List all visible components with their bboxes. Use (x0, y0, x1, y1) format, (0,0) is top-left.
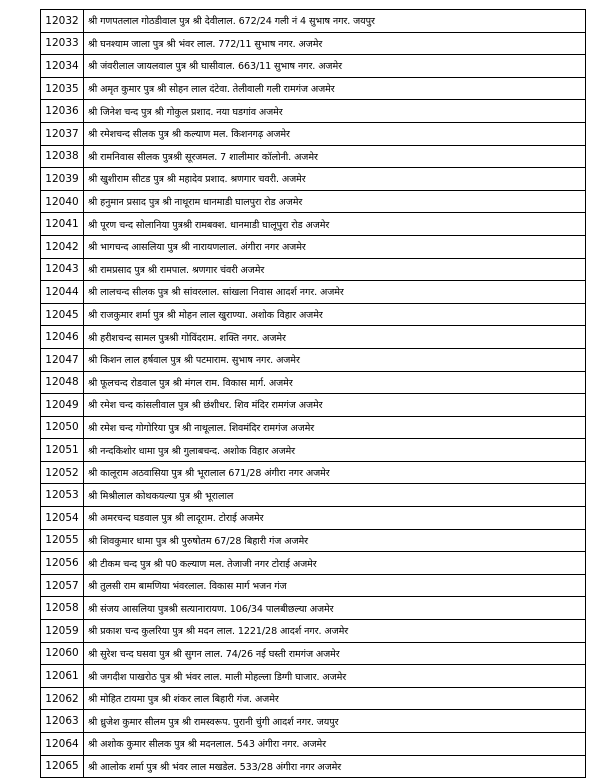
serial-number: 12065 (41, 755, 84, 778)
serial-number: 12047 (41, 348, 84, 371)
serial-number: 12061 (41, 665, 84, 688)
serial-number: 12045 (41, 303, 84, 326)
entry-text: श्री अशोक कुमार सीलक पुत्र श्री मदनलाल. 543 अंगीरा नगर. अजमेर (84, 733, 586, 756)
table-row (41, 484, 586, 507)
serial-number: 12055 (41, 529, 84, 552)
serial-number: 12049 (41, 394, 84, 417)
entry-text: श्री कालूराम अठवासिया पुत्र श्री भूरालाल 671/28 अंगीरा नगर अजमेर (84, 461, 586, 484)
entry-text: श्री मोहित टायमा पुत्र श्री शंकर लाल बिहारी गंज. अजमेर (84, 687, 586, 710)
entry-text: श्री भागचन्द आसलिया पुत्र श्री नारायणलाल. अंगीरा नगर अजमेर (84, 235, 586, 258)
table-row (41, 755, 586, 778)
entry-text: श्री गणपतलाल गोठडीवाल पुत्र श्री देवीलाल. 672/24 गली नं 4 सुभाष नगर. जयपुर (84, 10, 586, 33)
table-row (41, 303, 586, 326)
table-row (41, 326, 586, 349)
table-row (41, 461, 586, 484)
serial-number: 12048 (41, 371, 84, 394)
entry-text: श्री रमेश चन्द कांसलीवाल पुत्र श्री छंशीधर. शिव मंदिर रामगंज अजमेर (84, 394, 586, 417)
entry-text: श्री रामप्रसाद पुत्र श्री रामपाल. श्रणगार चंवरी अजमेर (84, 258, 586, 281)
serial-number: 12056 (41, 552, 84, 575)
table-row (41, 665, 586, 688)
serial-number: 12041 (41, 213, 84, 236)
entry-text: श्री किशन लाल हर्षवाल पुत्र श्री पटमाराम. सुभाष नगर. अजमेर (84, 348, 586, 371)
entry-text: श्री संजय आसलिया पुत्रश्री सत्यानारायण. 106/34 पालबीछल्या अजमेर (84, 597, 586, 620)
entry-text: श्री हनुमान प्रसाद पुत्र श्री नाथूराम धानमाडी घालपुरा रोड अजमेर (84, 190, 586, 213)
entry-text: श्री तुलसी राम बामणिया भंवरलाल. विकास मार्ग भजन गंज (84, 574, 586, 597)
serial-number: 12033 (41, 32, 84, 55)
serial-number: 12046 (41, 326, 84, 349)
table-row (41, 710, 586, 733)
serial-number: 12057 (41, 574, 84, 597)
register-table (40, 9, 586, 778)
entry-text: श्री जंवरीलाल जायलवाल पुत्र श्री घासीवाल. 663/11 सुभाष नगर. अजमेर (84, 55, 586, 78)
serial-number: 12050 (41, 416, 84, 439)
serial-number: 12064 (41, 733, 84, 756)
table-row (41, 55, 586, 78)
table-row (41, 10, 586, 33)
entry-text: श्री लालचन्द सीलक पुत्र श्री सांवरलाल. सांखला निवास आदर्श नगर. अजमेर (84, 281, 586, 304)
serial-number: 12058 (41, 597, 84, 620)
table-row (41, 100, 586, 123)
serial-number: 12044 (41, 281, 84, 304)
serial-number: 12034 (41, 55, 84, 78)
table-row (41, 687, 586, 710)
table-row (41, 552, 586, 575)
entry-text: श्री टीकम चन्द पुत्र श्री प0 कल्याण मल. तेजाजी नगर टोराई अजमेर (84, 552, 586, 575)
register-body (41, 10, 586, 778)
entry-text: श्री शिवकुमार धामा पुत्र श्री पुरुषोतम 67/28 बिहारी गंज अजमेर (84, 529, 586, 552)
serial-number: 12054 (41, 507, 84, 530)
serial-number: 12059 (41, 620, 84, 643)
entry-text: श्री हरीशचन्द सामल पुत्रश्री गोविंदराम. शक्ति नगर. अजमेर (84, 326, 586, 349)
table-row (41, 235, 586, 258)
entry-text: श्री खुशीराम सीटड पुत्र श्री महादेव प्रशाद. श्रणगार चवरी. अजमेर (84, 168, 586, 191)
table-row (41, 574, 586, 597)
serial-number: 12052 (41, 461, 84, 484)
serial-number: 12043 (41, 258, 84, 281)
serial-number: 12042 (41, 235, 84, 258)
table-row (41, 439, 586, 462)
table-row (41, 733, 586, 756)
serial-number: 12038 (41, 145, 84, 168)
table-row (41, 77, 586, 100)
entry-text: श्री रमेशचन्द सीलक पुत्र श्री कल्याण मल. किशनगढ़ अजमेर (84, 122, 586, 145)
entry-text: श्री रामनिवास सीलक पुत्रश्री सूरजमल. 7 शालीमार कॉलोनी. अजमेर (84, 145, 586, 168)
entry-text: श्री पूरण चन्द सोलानिया पुत्रश्री रामबक्श. धानमाडी घालूपुरा रोड अजमेर (84, 213, 586, 236)
serial-number: 12036 (41, 100, 84, 123)
table-row (41, 168, 586, 191)
table-row (41, 620, 586, 643)
entry-text: श्री मिश्रीलाल कोथकयल्या पुत्र श्री भूरालाल (84, 484, 586, 507)
entry-text: श्री प्रकाश चन्द कुलरिया पुत्र श्री मदन लाल. 1221/28 आदर्श नगर. अजमेर (84, 620, 586, 643)
table-row (41, 642, 586, 665)
entry-text: श्री फूलचन्द रोडवाल पुत्र श्री मंगल राम. विकास मार्ग. अजमेर (84, 371, 586, 394)
entry-text: श्री ध्रुजेश कुमार सीलम पुत्र श्री रामस्वरूप. पुरानी चुंगी आदर्श नगर. जयपुर (84, 710, 586, 733)
table-row (41, 258, 586, 281)
serial-number: 12037 (41, 122, 84, 145)
table-row (41, 416, 586, 439)
table-row (41, 145, 586, 168)
table-row (41, 213, 586, 236)
entry-text: श्री नन्दकिशोर धामा पुत्र श्री गुलाबचन्द. अशोक विहार अजमेर (84, 439, 586, 462)
table-row (41, 597, 586, 620)
serial-number: 12063 (41, 710, 84, 733)
table-row (41, 122, 586, 145)
entry-text: श्री रमेश चन्द गोगोरिया पुत्र श्री नाथूलाल. शिवमंदिर रामगंज अजमेर (84, 416, 586, 439)
serial-number: 12035 (41, 77, 84, 100)
table-row (41, 32, 586, 55)
entry-text: श्री अमृत कुमार पुत्र श्री सोहन लाल दंटेवा. तेलीवाली गली रामगंज अजमेर (84, 77, 586, 100)
table-row (41, 507, 586, 530)
entry-text: श्री जिनेश चन्द पुत्र श्री गोकुल प्रशाद. नया घडगांव अजमेर (84, 100, 586, 123)
table-row (41, 371, 586, 394)
serial-number: 12062 (41, 687, 84, 710)
entry-text: श्री आलोक शर्मा पुत्र श्री भंवर लाल मखडेल. 533/28 अंगीरा नगर अजमेर (84, 755, 586, 778)
serial-number: 12051 (41, 439, 84, 462)
entry-text: श्री घनश्याम जाला पुत्र श्री भंवर लाल. 772/11 सुभाष नगर. अजमेर (84, 32, 586, 55)
serial-number: 12032 (41, 10, 84, 33)
entry-text: श्री सुरेश चन्द घसवा पुत्र श्री सुगन लाल. 74/26 नई घस्ती रामगंज अजमेर (84, 642, 586, 665)
table-row (41, 529, 586, 552)
serial-number: 12040 (41, 190, 84, 213)
serial-number: 12060 (41, 642, 84, 665)
entry-text: श्री राजकुमार शर्मा पुत्र श्री मोहन लाल खुराण्या. अशोक विहार अजमेर (84, 303, 586, 326)
table-row (41, 394, 586, 417)
entry-text: श्री जगदीश पाखरोठ पुत्र श्री भंवर लाल. माली मोहल्ला डिग्गी घाजार. अजमेर (84, 665, 586, 688)
table-row (41, 348, 586, 371)
serial-number: 12053 (41, 484, 84, 507)
entry-text: श्री अमरचन्द घडवाल पुत्र श्री लादूराम. टोराई अजमेर (84, 507, 586, 530)
serial-number: 12039 (41, 168, 84, 191)
table-row (41, 281, 586, 304)
table-row (41, 190, 586, 213)
